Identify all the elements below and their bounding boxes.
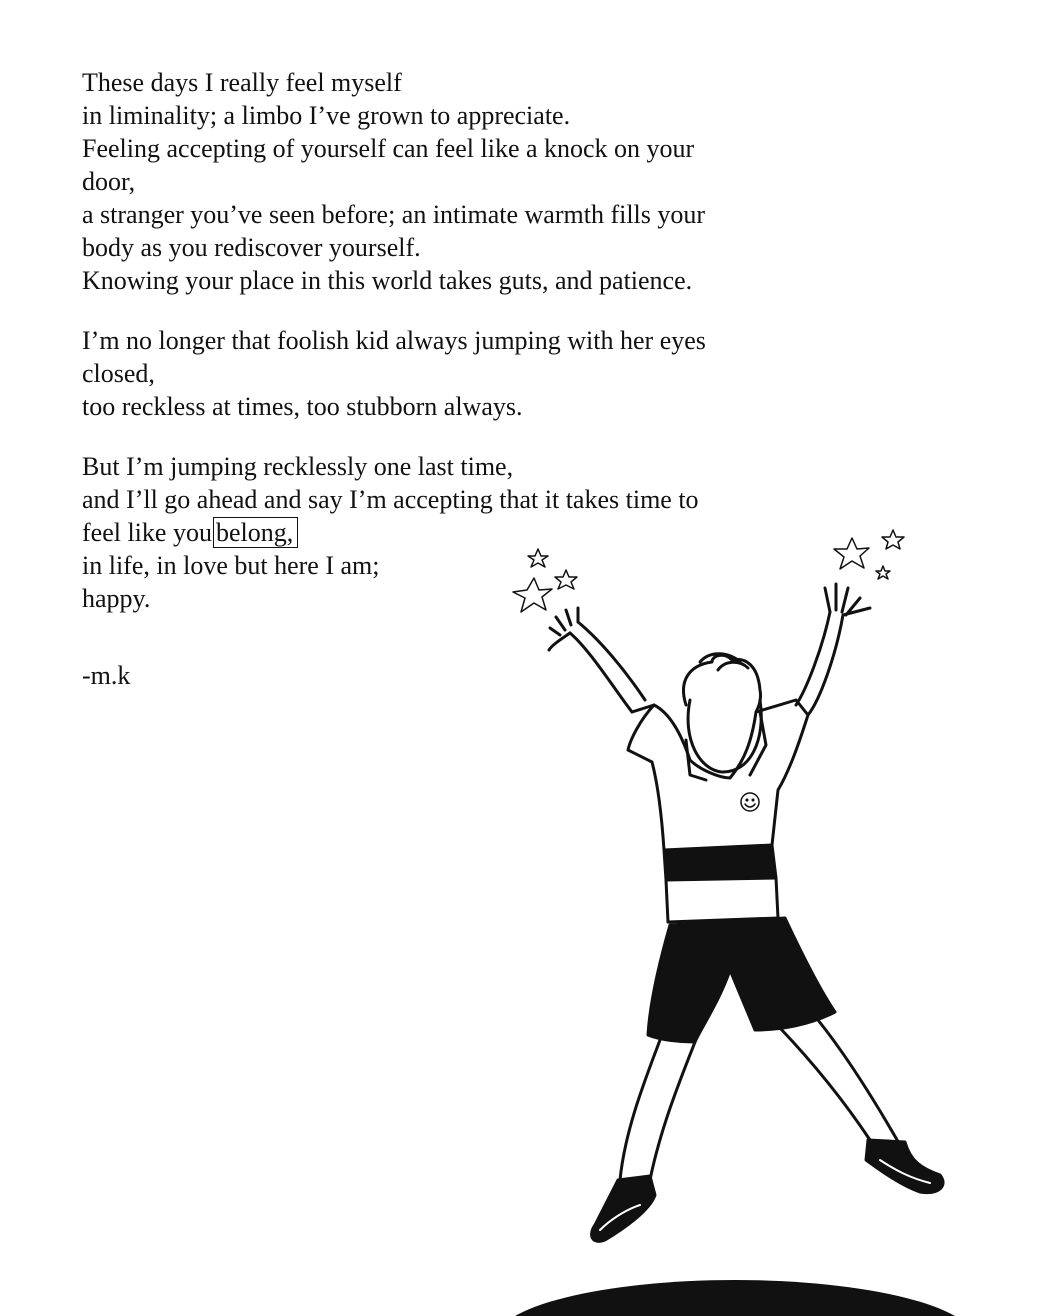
- smiley-icon: [741, 793, 759, 811]
- left-sandal: [592, 1176, 655, 1241]
- ground-shadow: [495, 1280, 975, 1316]
- right-sandal: [866, 1140, 943, 1193]
- poem-line-text: feel like you: [82, 518, 212, 547]
- shirt: [628, 700, 808, 922]
- poem-line: in liminality; a limbo I’ve grown to appreciate.: [82, 101, 571, 130]
- right-arm: [796, 584, 870, 715]
- poem-line: a stranger you’ve seen before; an intimate warmth fills your: [82, 200, 706, 229]
- star-icon: [555, 570, 577, 589]
- head: [684, 654, 762, 772]
- poem-line: Knowing your place in this world takes guts, and patience.: [82, 266, 693, 295]
- star-icon: [528, 549, 548, 567]
- poem-line: But I’m jumping recklessly one last time,: [82, 452, 514, 481]
- shorts: [648, 918, 835, 1042]
- poem-line: in life, in love but here I am;: [82, 551, 380, 580]
- poem-line: door,: [82, 167, 136, 196]
- left-leg: [620, 1040, 695, 1180]
- star-icon: [513, 578, 552, 612]
- poem-line: I’m no longer that foolish kid always jumping with her eyes: [82, 326, 706, 355]
- star-icon: [876, 566, 890, 579]
- poem-line: and I’ll go ahead and say I’m accepting that it takes time to: [82, 485, 699, 514]
- left-arm: [549, 608, 645, 712]
- poem-line: These days I really feel myself: [82, 68, 402, 97]
- poem-line: too reckless at times, too stubborn always.: [82, 392, 523, 421]
- poem-line: happy.: [82, 584, 151, 613]
- star-icon: [834, 538, 869, 569]
- star-icon: [882, 530, 904, 549]
- poem-line: body as you rediscover yourself.: [82, 233, 421, 262]
- poem-line: Feeling accepting of yourself can feel like a knock on your: [82, 134, 695, 163]
- right-leg: [780, 1020, 900, 1145]
- signature: -m.k: [82, 661, 131, 690]
- poem-line: closed,: [82, 359, 155, 388]
- boxed-word: belong,: [213, 517, 298, 548]
